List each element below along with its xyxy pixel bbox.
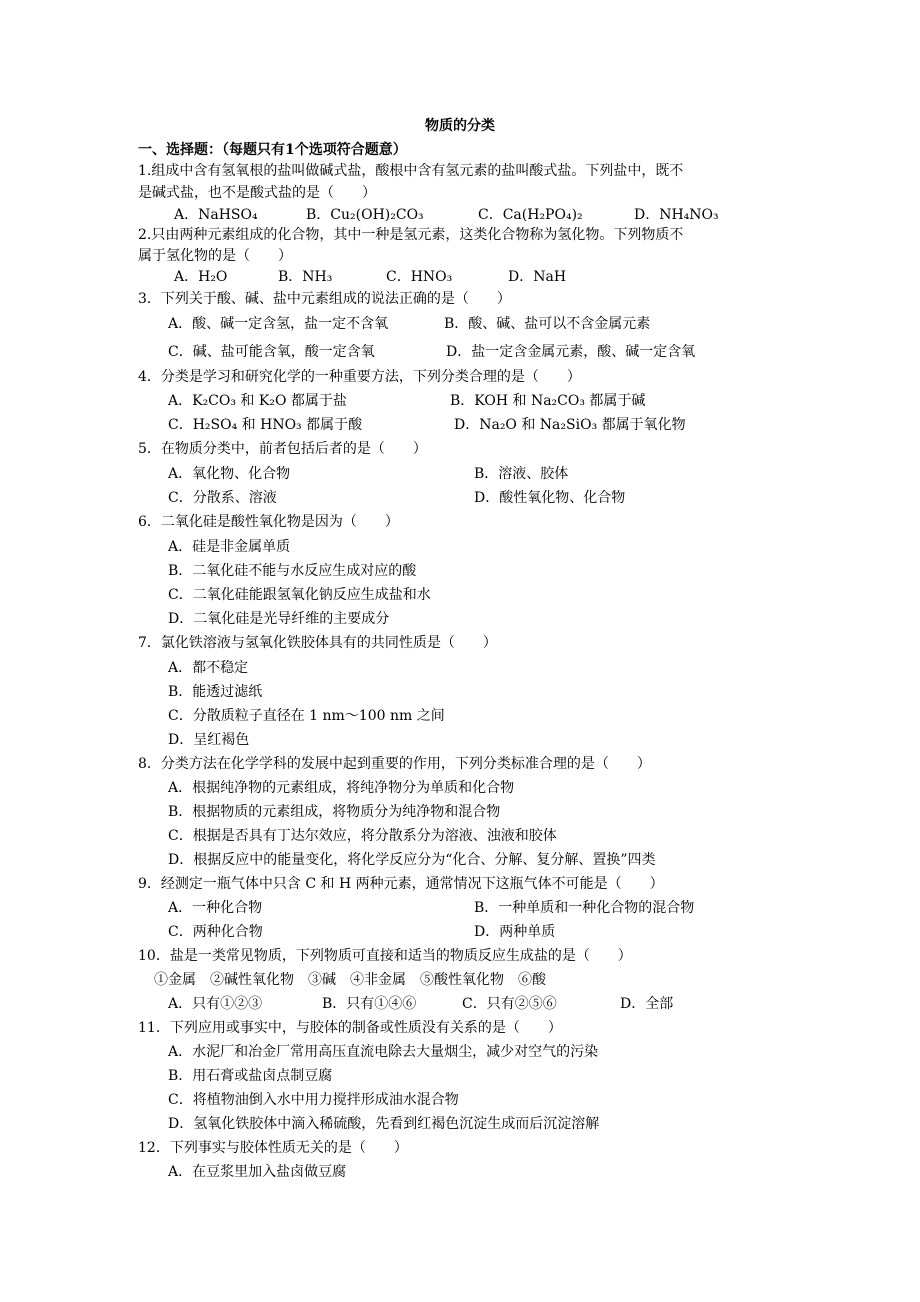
question-5-option-d: D．酸性氧化物、化合物 — [474, 490, 626, 506]
question-10-option-d: D．全部 — [620, 996, 674, 1012]
question-7-stem: 7．氯化铁溶液与氢氧化铁胶体具有的共同性质是（ ） — [138, 635, 497, 651]
question-2-option-a: A．H₂O — [174, 269, 228, 285]
question-6-option-b: B．二氧化硅不能与水反应生成对应的酸 — [168, 563, 417, 579]
question-8-option-b: B．根据物质的元素组成，将物质分为纯净物和混合物 — [168, 804, 501, 820]
question-2-stem-line1: 2.只由两种元素组成的化合物，其中一种是氢元素，这类化合物称为氢化物。下列物质不 — [138, 227, 684, 243]
question-4-option-d: D．Na₂O 和 Na₂SiO₃ 都属于氧化物 — [454, 417, 686, 433]
question-5-option-b: B．溶液、胶体 — [474, 466, 569, 482]
question-1-option-d: D．NH₄NO₃ — [634, 207, 719, 223]
question-7-option-a: A．都不稳定 — [168, 660, 249, 676]
question-9-option-b: B．一种单质和一种化合物的混合物 — [474, 900, 695, 916]
question-3-option-c: C．碱、盐可能含氧，酸一定含氧 — [168, 344, 375, 360]
question-1-option-c: C．Ca(H₂PO₄)₂ — [478, 207, 583, 223]
question-3-option-b: B．酸、碱、盐可以不含金属元素 — [444, 316, 651, 332]
question-6-option-c: C．二氧化硅能跟氢氧化钠反应生成盐和水 — [168, 587, 431, 603]
question-9-option-d: D．两种单质 — [474, 924, 556, 940]
page-title: 物质的分类 — [425, 118, 495, 134]
question-6-option-d: D．二氧化硅是光导纤维的主要成分 — [168, 611, 390, 627]
question-2-option-d: D．NaH — [508, 269, 567, 285]
question-9-stem: 9．经测定一瓶气体中只含 C 和 H 两种元素，通常情况下这瓶气体不可能是（ ） — [138, 876, 664, 892]
question-11-option-b: B．用石膏或盐卤点制豆腐 — [168, 1068, 333, 1084]
question-5-stem: 5．在物质分类中，前者包括后者的是（ ） — [138, 441, 427, 457]
question-2-stem-line2: 属于氢化物的是（ ） — [138, 248, 292, 264]
question-5-option-c: C．分散系、溶液 — [168, 490, 277, 506]
question-5-option-a: A．氧化物、化合物 — [168, 466, 291, 482]
question-9-option-a: A．一种化合物 — [168, 900, 263, 916]
question-7-option-c: C．分散质粒子直径在 1 nm～100 nm 之间 — [168, 708, 445, 724]
question-8-option-d: D．根据反应中的能量变化，将化学反应分为“化合、分解、复分解、置换”四类 — [168, 852, 656, 868]
question-1-stem-line1: 1.组成中含有氢氧根的盐叫做碱式盐，酸根中含有氢元素的盐叫酸式盐。下列盐中，既不 — [138, 163, 684, 179]
question-2-option-c: C．HNO₃ — [386, 269, 453, 285]
question-10-items: ①金属 ②碱性氧化物 ③碱 ④非金属 ⑤酸性氧化物 ⑥酸 — [154, 972, 546, 988]
question-11-option-c: C．将植物油倒入水中用力搅拌形成油水混合物 — [168, 1092, 459, 1108]
question-8-option-c: C．根据是否具有丁达尔效应，将分散系分为溶液、浊液和胶体 — [168, 828, 557, 844]
question-1-stem-line2: 是碱式盐，也不是酸式盐的是（ ） — [138, 185, 376, 201]
question-4-option-c: C．H₂SO₄ 和 HNO₃ 都属于酸 — [168, 417, 363, 433]
question-4-option-b: B．KOH 和 Na₂CO₃ 都属于碱 — [450, 393, 646, 409]
question-11-option-d: D．氢氧化铁胶体中滴入稀硫酸，先看到红褐色沉淀生成而后沉淀溶解 — [168, 1116, 600, 1132]
section-heading: 一、选择题：（每题只有1个选项符合题意） — [138, 142, 407, 158]
question-1-option-b: B．Cu₂(OH)₂CO₃ — [306, 207, 424, 223]
question-10-option-c: C．只有②⑤⑥ — [462, 996, 557, 1012]
question-6-stem: 6．二氧化硅是酸性氧化物是因为（ ） — [138, 514, 399, 530]
question-12-stem: 12．下列事实与胶体性质无关的是（ ） — [138, 1140, 408, 1156]
question-3-option-d: D．盐一定含金属元素，酸、碱一定含氧 — [446, 344, 696, 360]
question-7-option-d: D．呈红褐色 — [168, 732, 250, 748]
question-9-option-c: C．两种化合物 — [168, 924, 263, 940]
question-11-option-a: A．水泥厂和冶金厂常用高压直流电除去大量烟尘，减少对空气的污染 — [168, 1044, 599, 1060]
question-11-stem: 11．下列应用或事实中，与胶体的制备或性质没有关系的是（ ） — [138, 1020, 562, 1036]
question-10-option-b: B．只有①④⑥ — [322, 996, 417, 1012]
question-10-option-a: A．只有①②③ — [168, 996, 263, 1012]
question-8-option-a: A．根据纯净物的元素组成，将纯净物分为单质和化合物 — [168, 780, 515, 796]
question-7-option-b: B．能透过滤纸 — [168, 684, 263, 700]
question-8-stem: 8．分类方法在化学学科的发展中起到重要的作用，下列分类标准合理的是（ ） — [138, 756, 651, 772]
question-12-option-a: A．在豆浆里加入盐卤做豆腐 — [168, 1164, 347, 1180]
question-1-option-a: A．NaHSO₄ — [174, 207, 258, 223]
question-10-stem: 10．盐是一类常见物质，下列物质可直接和适当的物质反应生成盐的是（ ） — [138, 948, 632, 964]
question-4-option-a: A．K₂CO₃ 和 K₂O 都属于盐 — [168, 393, 347, 409]
question-3-option-a: A．酸、碱一定含氢，盐一定不含氧 — [168, 316, 389, 332]
question-2-option-b: B．NH₃ — [278, 269, 333, 285]
question-3-stem: 3．下列关于酸、碱、盐中元素组成的说法正确的是（ ） — [138, 291, 511, 307]
question-6-option-a: A．硅是非金属单质 — [168, 539, 291, 555]
question-4-stem: 4．分类是学习和研究化学的一种重要方法，下列分类合理的是（ ） — [138, 369, 581, 385]
